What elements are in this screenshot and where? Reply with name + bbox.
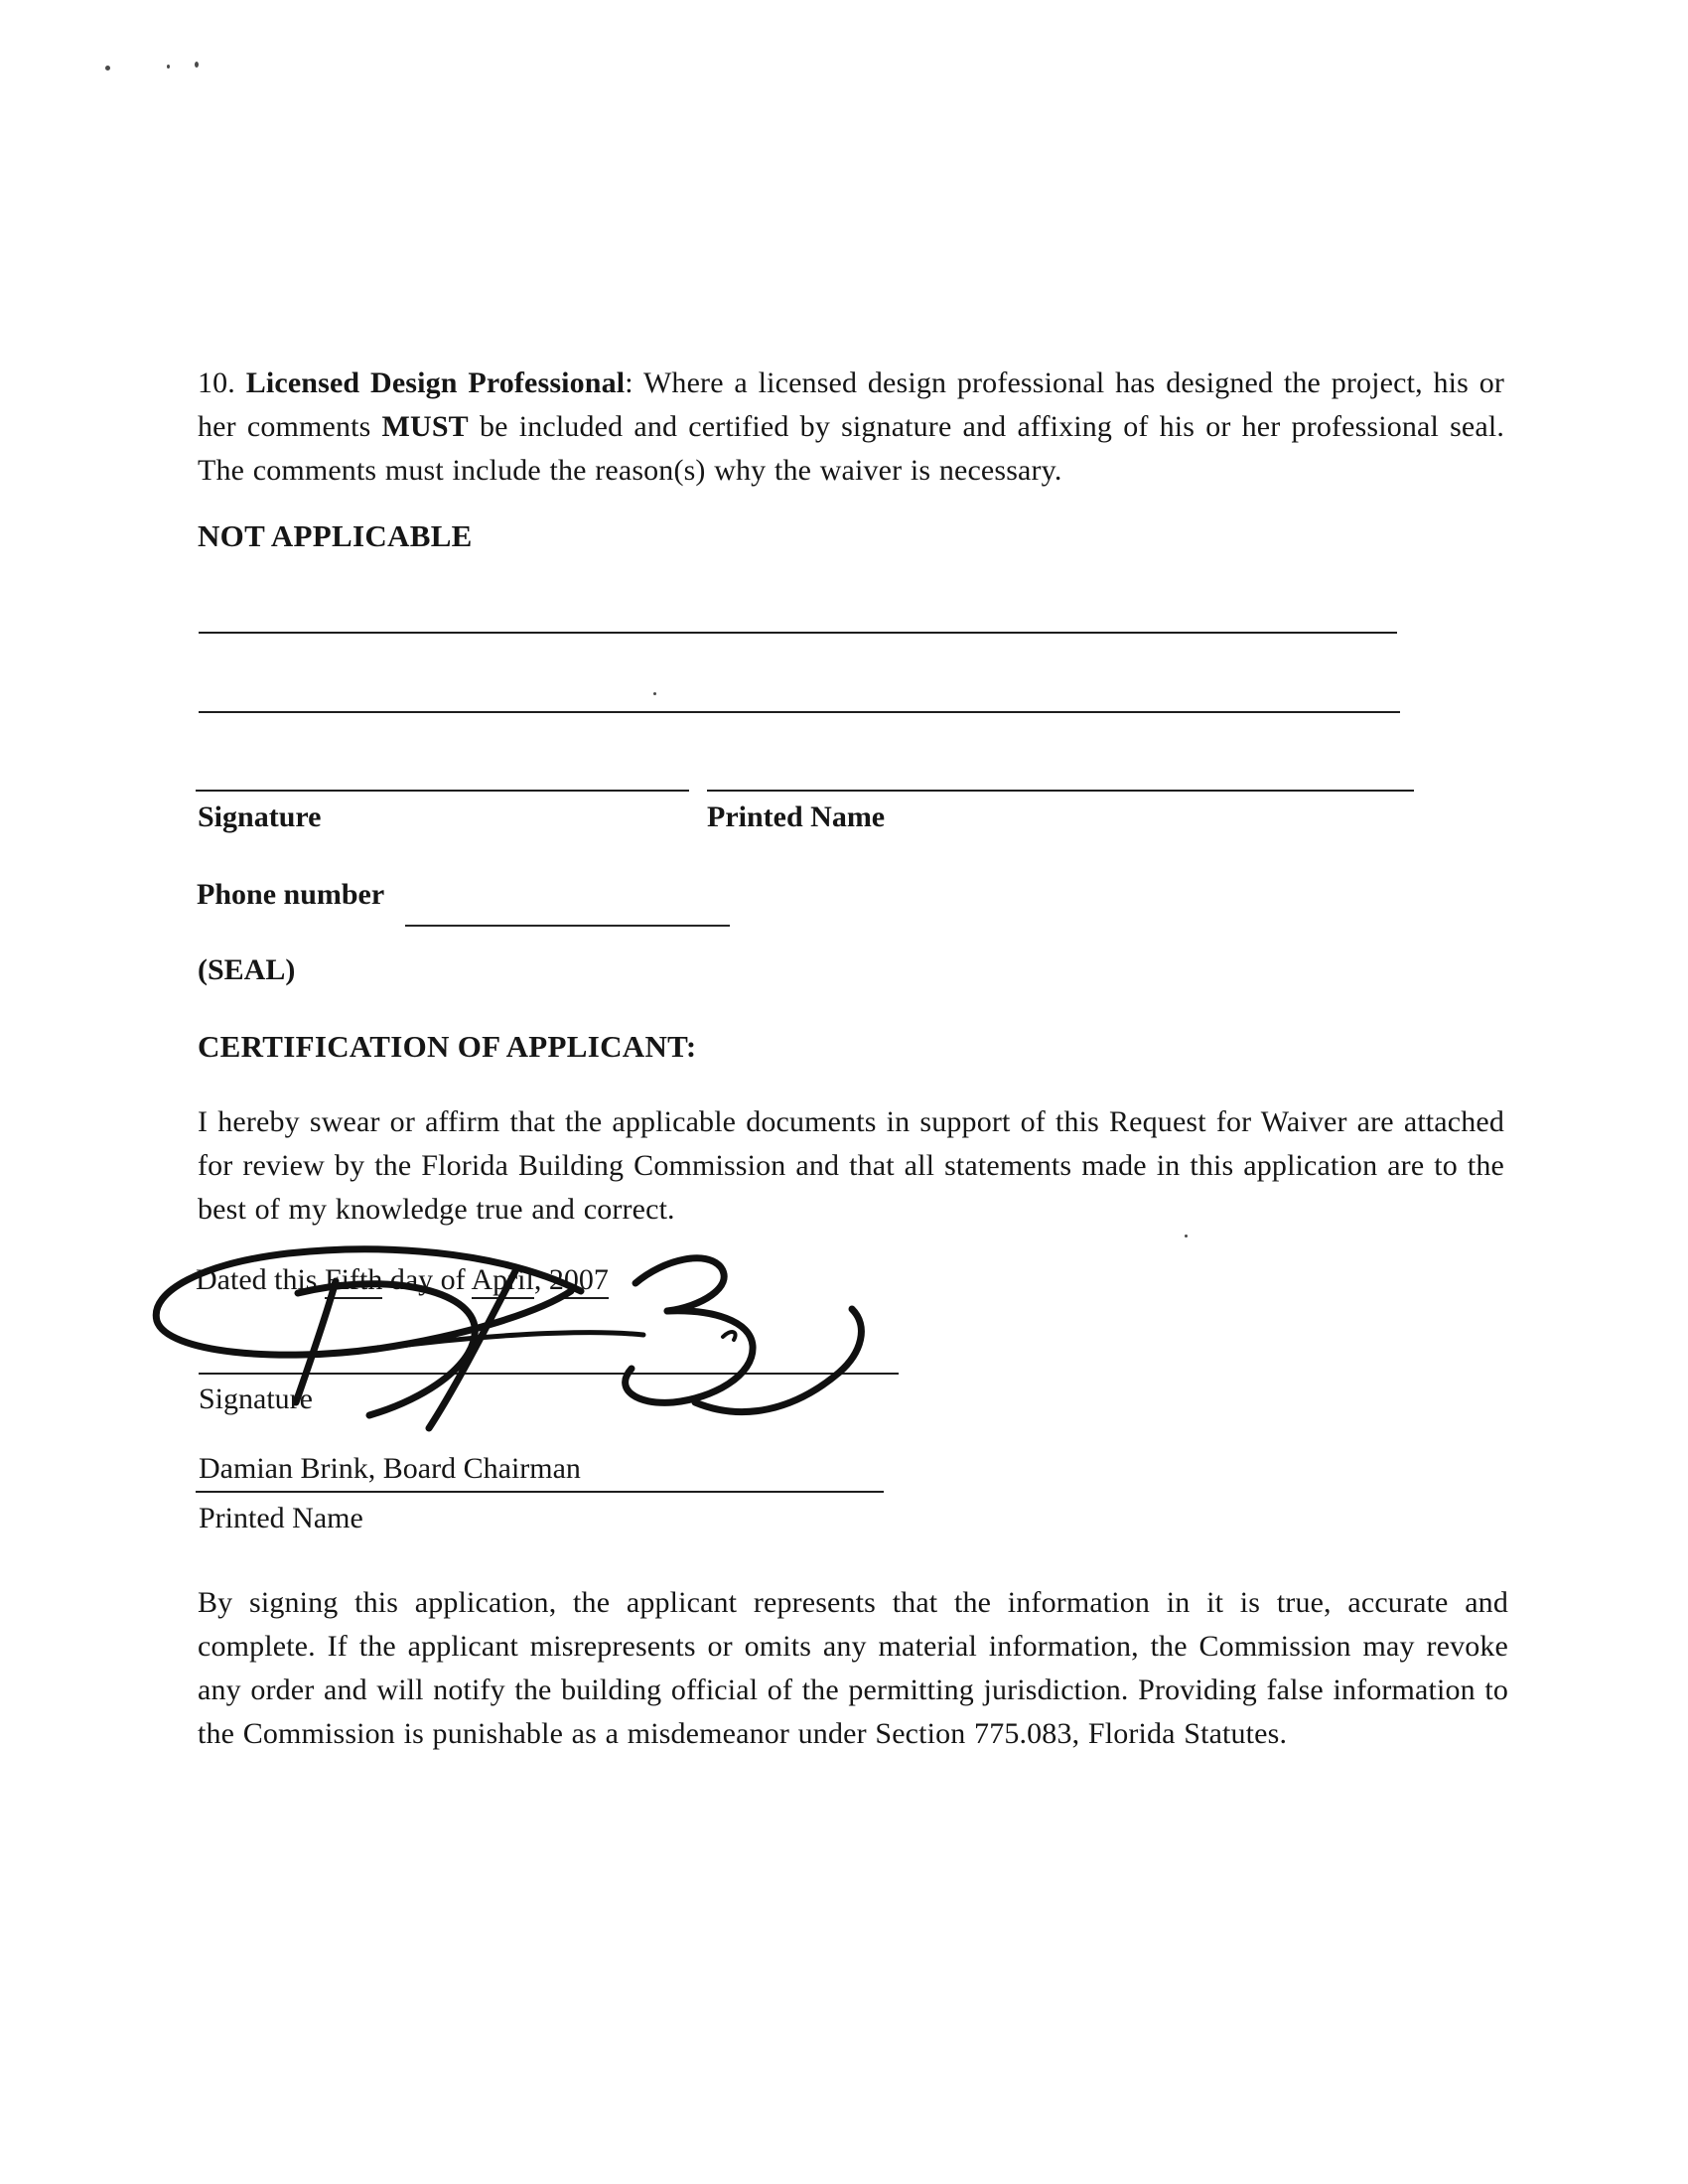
scan-speck bbox=[195, 62, 199, 68]
design-professional-printed-name-line bbox=[707, 790, 1414, 792]
dated-line: Dated this Fifth day of April, 2007 bbox=[196, 1263, 609, 1297]
scan-speck bbox=[653, 692, 656, 695]
applicant-printed-name-label: Printed Name bbox=[199, 1502, 363, 1534]
applicant-signature-label: Signature bbox=[199, 1383, 313, 1415]
signature-e-mark bbox=[723, 1332, 736, 1340]
applicant-printed-name-value: Damian Brink, Board Chairman bbox=[199, 1452, 581, 1485]
comment-blank-line-2 bbox=[199, 711, 1400, 713]
signature-b-bottom bbox=[626, 1311, 753, 1403]
design-professional-signature-line bbox=[196, 790, 689, 792]
design-professional-signature-label: Signature bbox=[198, 801, 322, 833]
design-professional-printed-name-label: Printed Name bbox=[707, 801, 886, 833]
certification-body-paragraph: I hereby swear or affirm that the applicable documents in support of this Request for Waiver are attached for review by the Florida Building Commission and that all statements made in this application are to the best of my knowledge true and correct. bbox=[198, 1105, 1504, 1226]
phone-number-blank-line bbox=[405, 925, 730, 927]
certification-heading: CERTIFICATION OF APPLICANT: bbox=[198, 1029, 697, 1064]
scan-speck bbox=[105, 66, 110, 71]
signature-b-top bbox=[635, 1258, 724, 1311]
not-applicable-heading: NOT APPLICABLE bbox=[198, 518, 473, 553]
seal-label: (SEAL) bbox=[198, 953, 296, 986]
comment-blank-line-1 bbox=[199, 632, 1397, 634]
section-10-paragraph: 10. Licensed Design Professional: Where a licensed design professional has designed the project, his or her comments MUST be included and certified by signature and affixing of his or her professional seal. The comments must include the reason(s) why the waiver is necessary. bbox=[198, 366, 1504, 487]
legal-notice-paragraph: By signing this application, the applicant represents that the information in it is true, accurate and complete. If the applicant misrepresents or omits any material information, the Commission may revoke any order and will notify the building official of the permitting jurisdiction. Providing false information to the Commission is punishable as a misdemeanor under Section 775.083, Florida Statutes. bbox=[198, 1586, 1508, 1750]
phone-number-label: Phone number bbox=[197, 878, 385, 911]
signature-flourish-oval bbox=[156, 1249, 581, 1355]
scan-speck bbox=[167, 65, 170, 69]
applicant-printed-name-line bbox=[196, 1491, 884, 1493]
signature-tail bbox=[695, 1309, 861, 1412]
scan-speck bbox=[1185, 1235, 1188, 1238]
